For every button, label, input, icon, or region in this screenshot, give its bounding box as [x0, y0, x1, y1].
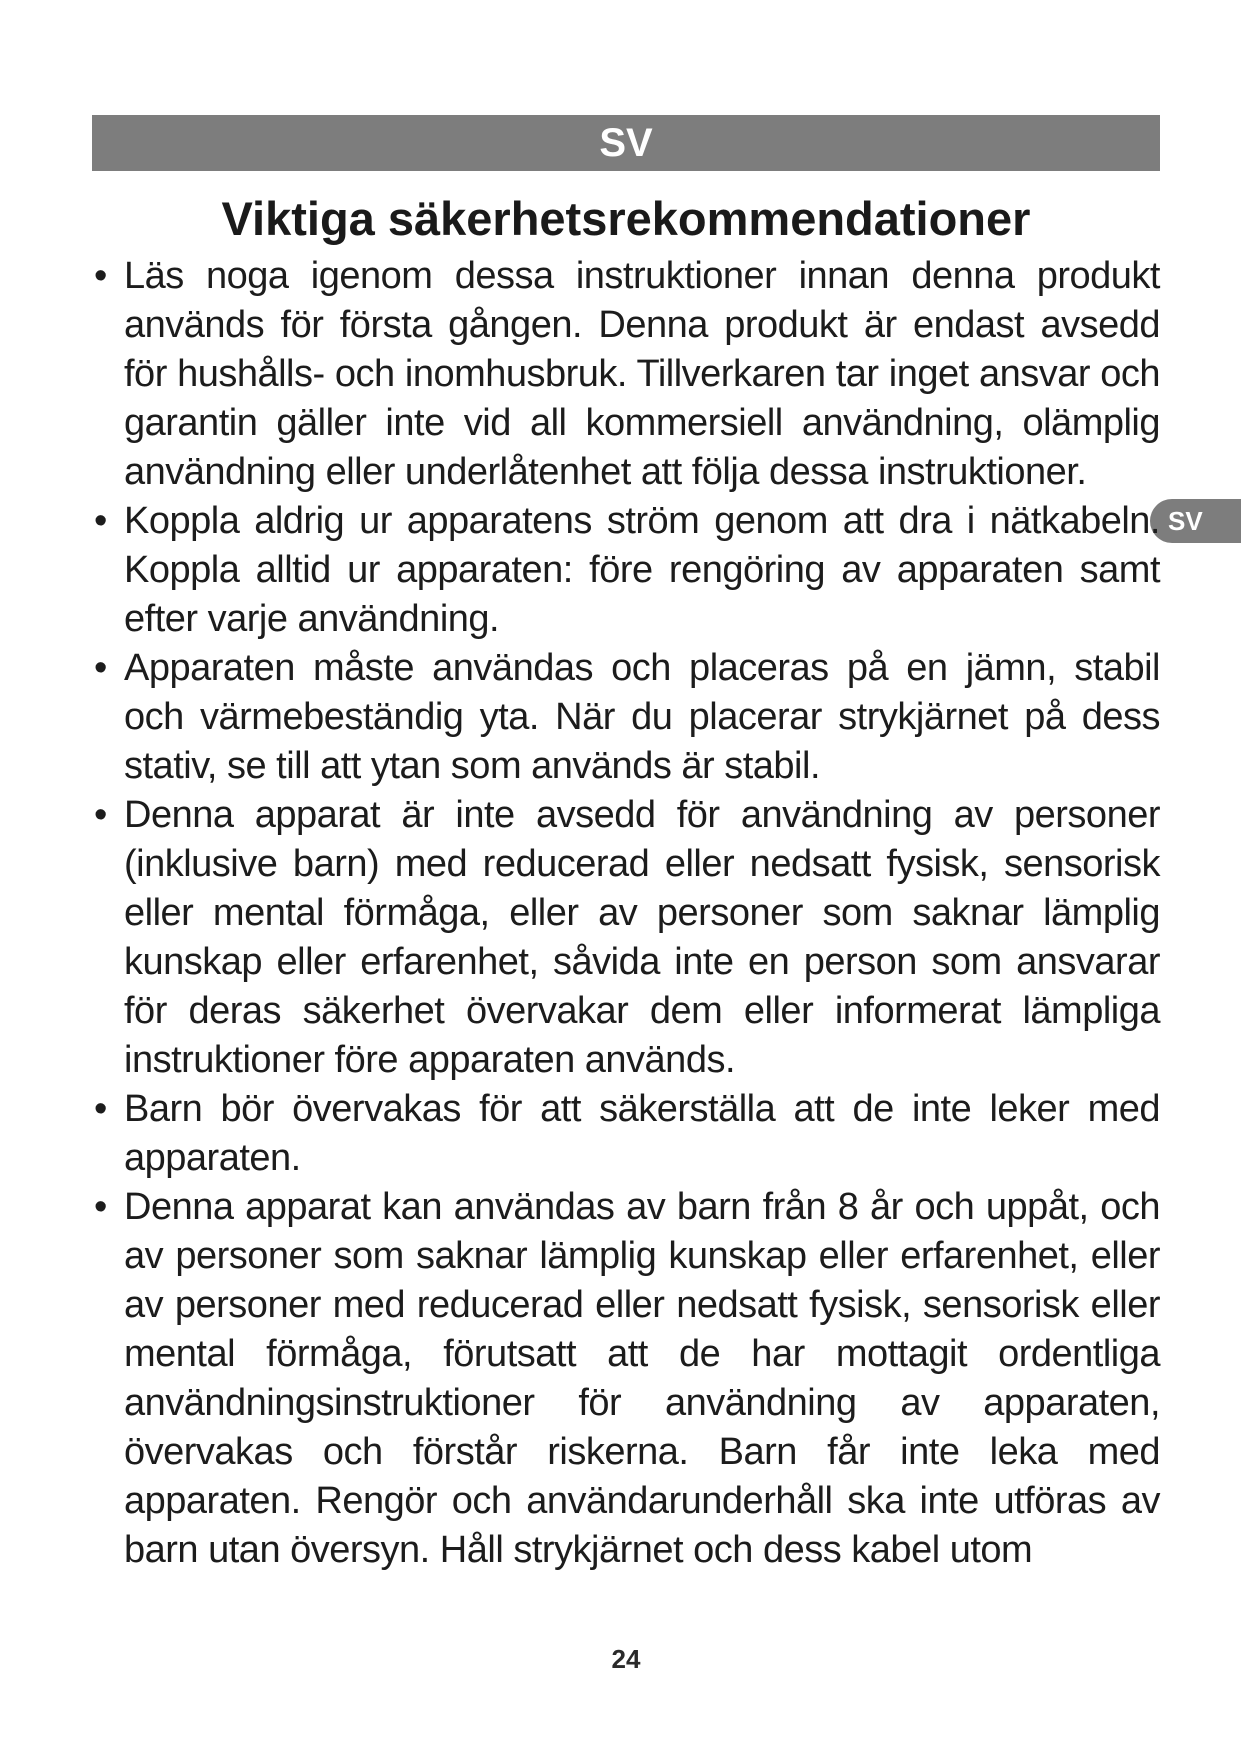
- language-header-bar: [92, 115, 1160, 171]
- bullet-icon: •: [94, 1088, 107, 1130]
- list-item-text: Denna apparat kan användas av barn från 8 år och uppåt, och av personer som saknar lämplig kunskap eller erfarenhet, eller av personer med reducerad eller nedsatt fysisk, sensorisk eller mental förmåga, förutsatt att de har mottagit ordentliga användningsinstruktioner för användning av apparaten, övervakas och förstår riskerna. Barn får inte leka med apparaten. Rengör och användarunderhåll ska inte utföras av barn utan översyn. Håll strykjärnet och dess kabel utom: [124, 1186, 1160, 1571]
- safety-recommendations-list: [92, 252, 1160, 1575]
- list-item-text: Denna apparat är inte avsedd för användning av personer (inklusive barn) med reducerad eller nedsatt fysisk, sensorisk eller mental förmåga, eller av personer som saknar lämplig kunskap eller erfarenhet, såvida inte en person som ansvarar för deras säkerhet övervakar dem eller informerat lämpliga instruktioner före apparaten används.: [124, 794, 1160, 1081]
- language-code: SV: [599, 121, 653, 165]
- side-tab-label: SV: [1168, 506, 1203, 536]
- list-item: [92, 252, 1160, 497]
- list-item: [92, 1085, 1160, 1183]
- bullet-icon: •: [94, 255, 107, 297]
- list-item: [92, 1183, 1160, 1575]
- list-item: [92, 644, 1160, 791]
- language-side-tab: [1150, 499, 1241, 543]
- page-number: 24: [611, 1644, 641, 1674]
- page-title: Viktiga säkerhetsrekommendationer: [221, 192, 1031, 245]
- list-item-text: Apparaten måste användas och placeras på en jämn, stabil och värmebeständig yta. När du placerar strykjärnet på dess stativ, se till att ytan som används är stabil.: [124, 647, 1160, 787]
- bullet-icon: •: [94, 794, 107, 836]
- bullet-icon: •: [94, 1186, 107, 1228]
- list-item: [92, 791, 1160, 1085]
- list-item: [92, 497, 1160, 644]
- list-item-text: Läs noga igenom dessa instruktioner innan denna produkt används för första gången. Denna produkt är endast avsedd för hushålls- och inomhusbruk. Tillverkaren tar inget ansvar och garantin gäller inte vid all kommersiell användning, olämplig användning eller underlåtenhet att följa dessa instruktioner.: [124, 255, 1160, 493]
- list-item-text: Barn bör övervakas för att säkerställa att de inte leker med apparaten.: [124, 1088, 1160, 1179]
- bullet-icon: •: [94, 647, 107, 689]
- list-item-text: Koppla aldrig ur apparatens ström genom att dra i nätkabeln. Koppla alltid ur apparaten: före rengöring av apparaten samt efter varje användning.: [124, 500, 1160, 640]
- bullet-icon: •: [94, 500, 107, 542]
